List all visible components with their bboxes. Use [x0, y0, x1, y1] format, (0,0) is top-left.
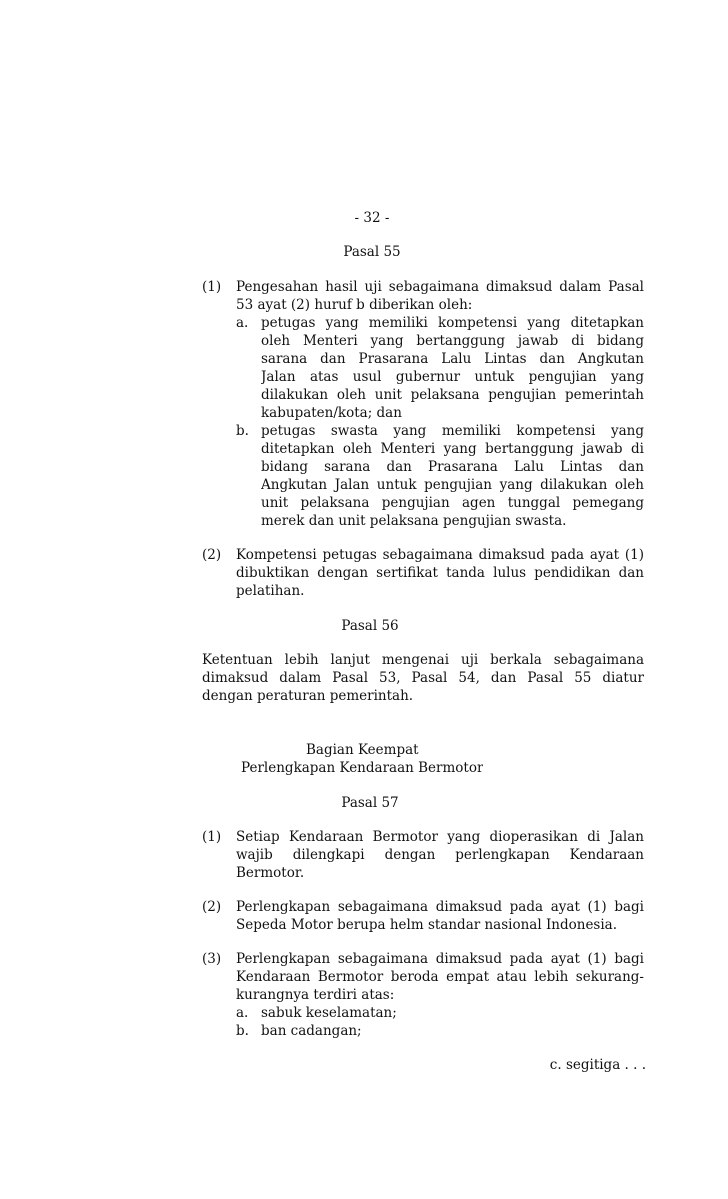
pasal-55-item-a-label: a.	[236, 315, 249, 331]
pasal-57-item-a-label: a.	[236, 1005, 249, 1021]
pasal-56-heading: Pasal 56	[341, 618, 399, 634]
pasal-55-item-b-label: b.	[236, 423, 249, 439]
pasal-56-line-1: Ketentuan lebih lanjut mengenai uji berkala sebagaimana	[202, 652, 644, 668]
pasal-55-heading: Pasal 55	[343, 244, 401, 260]
pasal-57-ayat-3-line-2: Kendaraan Bermotor beroda empat atau lebih sekurang-	[236, 969, 644, 985]
pasal-55-item-a-line-3: sarana dan Prasarana Lalu Lintas dan Angkutan	[261, 351, 644, 367]
pasal-57-heading: Pasal 57	[341, 795, 399, 811]
pasal-55-item-b-line-5: unit pelaksana pengujian agen tunggal pemegang	[261, 495, 644, 511]
pasal-57-ayat-3-number: (3)	[202, 951, 222, 967]
pasal-57-ayat-3-line-3: kurangnya terdiri atas:	[236, 987, 395, 1003]
pasal-55-ayat-1-line-1: Pengesahan hasil uji sebagaimana dimaksud dalam Pasal	[236, 279, 644, 295]
pasal-57-ayat-3-line-1: Perlengkapan sebagaimana dimaksud pada ayat (1) bagi	[236, 951, 644, 967]
pasal-57-ayat-1-line-3: Bermotor.	[236, 865, 305, 881]
pasal-55-ayat-2-line-1: Kompetensi petugas sebagaimana dimaksud pada ayat (1)	[236, 547, 644, 563]
page-number: - 32 -	[354, 210, 390, 226]
continuation-catchword: c. segitiga . . .	[549, 1057, 646, 1073]
pasal-55-item-b-line-2: ditetapkan oleh Menteri yang bertanggung jawab di	[261, 441, 644, 457]
pasal-55-ayat-1-number: (1)	[202, 279, 222, 295]
pasal-55-item-b-line-1: petugas swasta yang memiliki kompetensi yang	[261, 423, 644, 439]
pasal-55-ayat-2-number: (2)	[202, 547, 222, 563]
pasal-55-ayat-2-line-3: pelatihan.	[236, 583, 305, 599]
pasal-57-ayat-2-line-1: Perlengkapan sebagaimana dimaksud pada ayat (1) bagi	[236, 899, 644, 915]
pasal-55-item-a-line-6: kabupaten/kota; dan	[261, 405, 402, 421]
pasal-56-line-3: dengan peraturan pemerintah.	[202, 688, 414, 704]
pasal-55-item-b-line-4: Angkutan Jalan untuk pengujian yang dilakukan oleh	[261, 477, 644, 493]
pasal-57-item-b-text: ban cadangan;	[261, 1023, 362, 1039]
pasal-55-item-a-line-4: Jalan atas usul gubernur untuk pengujian yang	[261, 369, 644, 385]
pasal-57-item-b-label: b.	[236, 1023, 249, 1039]
pasal-57-ayat-1-line-2: wajib dilengkapi dengan perlengkapan Kendaraan	[236, 847, 644, 863]
pasal-55-ayat-2-line-2: dibuktikan dengan sertifikat tanda lulus pendidikan dan	[236, 565, 644, 581]
pasal-55-ayat-1-line-2: 53 ayat (2) huruf b diberikan oleh:	[236, 297, 473, 313]
pasal-57-ayat-2-number: (2)	[202, 899, 222, 915]
pasal-56-line-2: dimaksud dalam Pasal 53, Pasal 54, dan Pasal 55 diatur	[202, 670, 644, 686]
pasal-57-ayat-1-number: (1)	[202, 829, 222, 845]
pasal-57-item-a-text: sabuk keselamatan;	[261, 1005, 397, 1021]
pasal-55-item-b-line-6: merek dan unit pelaksana pengujian swasta.	[261, 513, 567, 529]
pasal-57-ayat-2-line-2: Sepeda Motor berupa helm standar nasional Indonesia.	[236, 917, 618, 933]
pasal-55-item-a-line-1: petugas yang memiliki kompetensi yang ditetapkan	[261, 315, 644, 331]
pasal-57-ayat-1-line-1: Setiap Kendaraan Bermotor yang dioperasikan di Jalan	[236, 829, 644, 845]
bagian-subheading: Perlengkapan Kendaraan Bermotor	[241, 760, 484, 776]
bagian-heading: Bagian Keempat	[306, 742, 419, 758]
pasal-55-item-b-line-3: bidang sarana dan Prasarana Lalu Lintas dan	[261, 459, 644, 475]
pasal-55-item-a-line-2: oleh Menteri yang bertanggung jawab di bidang	[261, 333, 644, 349]
pasal-55-item-a-line-5: dilakukan oleh unit pelaksana pengujian pemerintah	[261, 387, 644, 403]
